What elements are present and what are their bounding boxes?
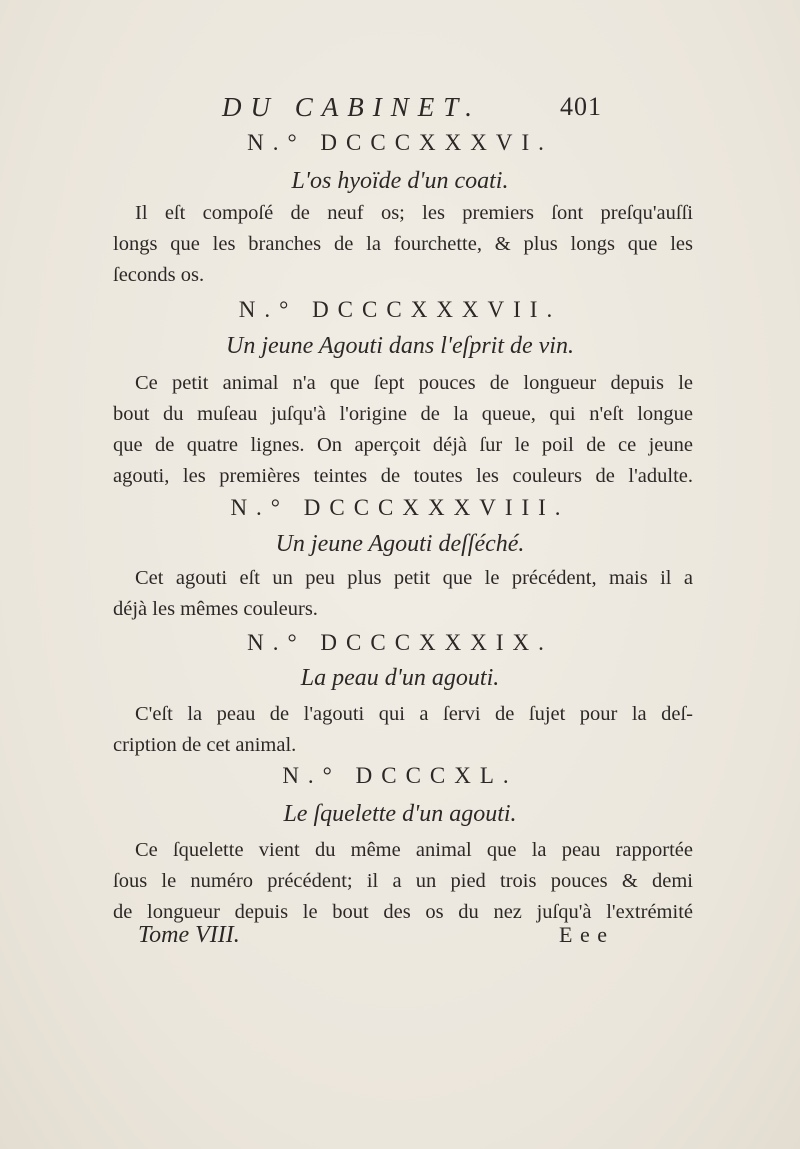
paragraph-line: Il eſt compoſé de neuf os; les premiers ſont preſqu'auſſi [135,202,693,224]
volume-label: Tome VIII. [138,922,240,948]
entry-number: N.° DCCCXXXIX. [247,630,553,655]
paragraph-line: C'eſt la peau de l'agouti qui a ſervi de ſujet pour la deſ- [135,703,693,725]
paragraph-line: agouti, les premières teintes de toutes les couleurs de l'adulte. [113,465,693,487]
paragraph-line: Ce ſquelette vient du même animal que la peau rapportée [135,839,693,861]
entry-number: N.° DCCCXL. [282,763,518,788]
entry-paragraph [113,198,693,291]
entry-paragraph [113,368,693,492]
paragraph-line: Ce petit animal n'a que ſept pouces de longueur depuis le [135,372,693,394]
entry-number: N.° DCCCXXXVI. [247,130,553,155]
entry-title: La peau d'un agouti. [300,665,500,691]
paragraph-line: bout du muſeau juſqu'à l'origine de la queue, qui n'eſt longue [113,403,693,425]
entry-title: L'os hyoïde d'un coati. [291,168,509,194]
paragraph-line: cription de cet animal. [113,734,297,756]
page-footer [138,922,608,952]
entry-paragraph [113,563,693,625]
entry-paragraph [113,835,693,928]
paragraph-line: longs que les branches de la fourchette, & plus longs que les [113,233,693,255]
paragraph-line: de longueur depuis le bout des os du nez juſqu'à l'extrémité [113,901,693,923]
paragraph-line: ſous le numéro précédent; il a un pied trois pouces & demi [113,870,693,892]
paragraph-line: déjà les mêmes couleurs. [113,598,318,620]
entry-title: Un jeune Agouti deſſéché. [275,531,525,557]
running-title: DU CABINET. [222,92,481,122]
entry-paragraph [113,699,693,761]
entry-title: Le ſquelette d'un agouti. [283,801,517,827]
page-number: 401 [560,92,602,121]
paragraph-line: ſeconds os. [113,264,205,286]
paragraph-line: que de quatre lignes. On aperçoit déjà ſur le poil de ce jeune [113,434,693,456]
entry-number: N.° DCCCXXXVII. [238,297,562,322]
signature-mark: E e e [559,922,608,947]
paragraph-line: Cet agouti eſt un peu plus petit que le précédent, mais il a [135,567,693,589]
page-header [222,92,602,126]
entry-title: Un jeune Agouti dans l'eſprit de vin. [226,333,574,359]
entry-number: N.° DCCCXXXVIII. [230,495,570,520]
